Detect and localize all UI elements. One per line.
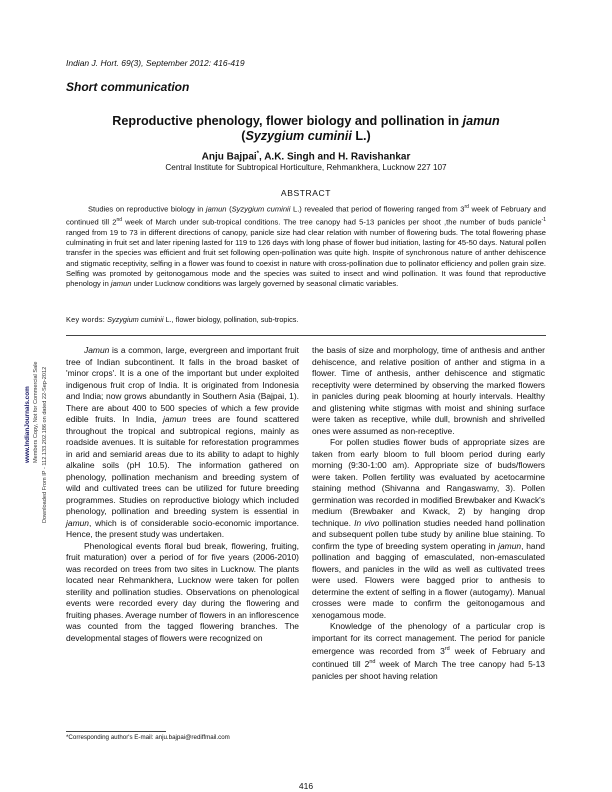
keywords-list: L., flower biology, pollination, sub-tropics. [163,315,299,324]
article-title [70,114,542,144]
title-paren-close: L.) [351,129,371,143]
keywords-species: Syzygium cuminii [107,315,164,324]
footnote-divider [66,731,166,732]
title-italic-jamun: jamun [462,114,500,128]
author-others: , A.K. Singh and H. Ravishankar [259,151,411,163]
affiliation: Central Institute for Subtropical Horticulture, Rehmankhera, Lucknow 227 107 [165,163,447,172]
body-paragraph: Knowledge of the phenology of a particular crop is important for its correct management. The period for panicle emergence was recorded from 3rd week of February and continued till 2nd week of March The tree canopy had 5-13 panicles per shoot having relation [312,621,545,681]
body-column-left [66,345,299,644]
abstract-divider [66,335,546,336]
abstract-heading: ABSTRACT [280,188,332,198]
title-paren-open: ( [241,129,246,143]
footnote: *Corresponding author's E-mail: anju.bajpai@rediffmail.com [66,734,230,741]
body-column-right [312,345,545,682]
keywords-label: Key words: [66,315,106,324]
sidebar-site-watermark: www.IndianJournals.com [24,386,31,463]
title-text: Reproductive phenology, flower biology and pollination in [112,114,463,128]
page-number: 416 [298,781,314,791]
sidebar-download-notice: Downloaded From IP - 112.133.202.186 on dated 22-Sep-2012 [42,366,48,523]
section-heading: Short communication [66,80,190,94]
body-paragraph: the basis of size and morphology, time of anthesis and anther dehiscence, and relative position of anther and stigma in a flower. Time of anthesis, anther dehiscence and stigmatic receptivity were determined by observing the marked flowers in panicles during peak blooming at hourly intervals. Healthy and glistening white stigmas with moist and shining surface were taken as receptive, while dull, brownish and shrivelled ones were assumed as non-receptive. [312,345,545,436]
body-paragraph: Phenological events floral bud break, flowering, fruiting, fruit maturation) over a period of for five years (2006-2010) was recorded on trees from two sites in Lucknow. The plants located near Rehmankhera, Lucknow were taken for pollen sterility and pollination studies. Observations on phenological events were recorded every day during the flowering and fruiting phases. Average number of flowers in an inflorescence was counted from the tagged flowering branches. The developmental stages of flowers were recognized on [66,540,299,643]
keywords [66,315,546,324]
title-italic-species: Syzygium cuminii [245,129,352,143]
sidebar-members-notice: Members Copy, Not for Commercial Sale [33,361,39,463]
author-1: Anju Bajpai [201,151,257,163]
corresponding-mark: * [256,151,260,157]
journal-reference: Indian J. Hort. 69(3), September 2012: 416-419 [66,58,245,68]
body-paragraph: For pollen studies flower buds of appropriate sizes are taken from early bloom to full bloom period during early morning (9:30-1:00 am). Appropriate size of buds/flowers were taken. Pollen fertility was evaluated by acetocarmine staining method (Shivanna and Rangaswamy, 3). Pollen germination was recorded in modified Brewbaker and Kwack's medium (Brewbaker and Kwack, 2) by hanging drop technique. In vivo pollination studies needed hand pollination and subsequent pollen tube study by aniline blue staining. To confirm the type of breeding system operating in jamun, hand pollination and bagging of emasculated, non-emasculated flowers, and panicles in the wild as well as cultivated trees were used. Flowers were bagged prior to anthesis to determine the extent of selfing in a flower (autogamy). Manual crosses were made to confirm the geitonogamous and xenogamous mode. [312,437,545,620]
abstract-body [66,202,546,290]
body-paragraph: Jamun is a common, large, evergreen and important fruit tree of Indian subcontinent. It falls in the broad basket of 'minor crops'. It is a one of the important but under exploited indigenous fruit crop of India. It is originated from Indonesia and India; now grows abundantly in Southern Asia (Bajpai, 1). There are about 400 to 500 species of which a few provide edible fruits. In India, jamun trees are found scattered throughout the tropical and subtropical regions, mainly as roadside avenues. It is suitable for reforestation programmes in arid and semiarid areas due to its ability to adapt to highly alkaline soils (pH 10.5). The information gathered on phenology, pollination mechanism and breeding system of wild and cultivated trees can be utilized for future breeding programmes. Studies on reproductive biology which included phenology, pollination and breeding system is essential in jamun, which is of considerable socio-economic importance. Hence, the present study was undertaken. [66,345,299,539]
authors [70,151,542,162]
abstract-paragraph: Studies on reproductive biology in jamun (Syzygium cuminii L.) revealed that period of flowering ranged from 3rd week of February and continued till 2nd week of March under sub-tropical conditions. The tree canopy had 5-13 panicles per shoot ,the number of buds panicle$^{-1}$ ranged from 19 to 73 in different directions of canopy, panicle size had clear relation with number of flowering buds. The total flowering phase culminating in fruit set and later ripening lasted for 119 to 126 days with long phase of flower bud initiation, lasting for 45-50 days. Natural pollen transfer in the species was efficient and fruit set following open-pollination was quite high. Inspite of synchronous nature of anther dehiscence and stigmatic receptivity, selfing in a flower was found to coexist in nature with cross-pollination due to pollinator efficiency and pollen grain size. Selfing was promoted by geitonogamous mode and the species was suited to insect and wind pollination. It was found that reproductive phenology in jamun under Lucknow conditions was largely governed by seasonal climatic variables. [66,204,547,289]
